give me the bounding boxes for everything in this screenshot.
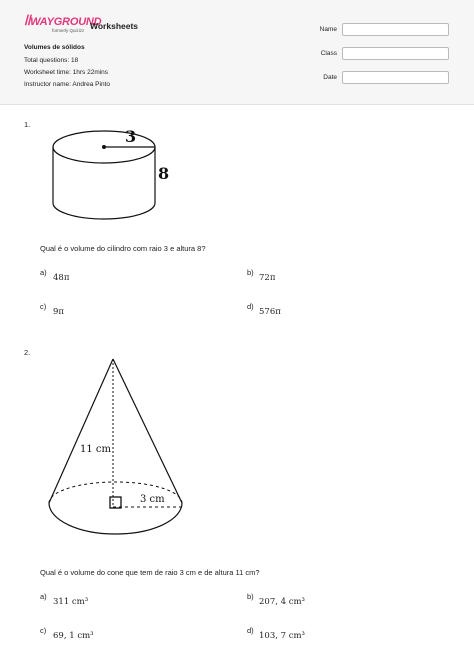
q2-option-a-value[interactable]: 311 cm³ (53, 597, 89, 607)
cone-slant-label: 11 cm (80, 444, 111, 455)
question-2-text: Qual é o volume do cone que tem de raio 3 cm e de altura 11 cm? (40, 568, 260, 577)
worksheet-title: Volumes de sólidos (24, 44, 85, 51)
q2-option-c-value[interactable]: 69, 1 cm³ (53, 631, 94, 641)
q1-option-d-value[interactable]: 576π (259, 307, 281, 317)
cylinder-bottom-arc (53, 203, 155, 219)
cylinder-radius-label: 3 (125, 127, 137, 146)
name-field[interactable] (342, 23, 449, 36)
cylinder-figure (46, 120, 176, 224)
q2-option-b-letter[interactable]: b) (247, 592, 254, 601)
instructor-name: Instructor name: Andrea Pinto (24, 81, 110, 88)
q2-option-d-value[interactable]: 103, 7 cm³ (259, 631, 305, 641)
q1-option-a-value[interactable]: 48π (53, 273, 70, 283)
worksheet-header (0, 0, 474, 105)
q2-option-c-letter[interactable]: c) (40, 626, 47, 635)
date-field[interactable] (342, 71, 449, 84)
cone-right-angle-mark (110, 497, 121, 508)
cylinder-center-dot (102, 145, 106, 149)
q2-option-a-letter[interactable]: a) (40, 592, 47, 601)
q1-option-b-value[interactable]: 72π (259, 273, 276, 283)
q1-option-a-letter[interactable]: a) (40, 268, 47, 277)
q2-option-b-value[interactable]: 207, 4 cm³ (259, 597, 305, 607)
class-label: Class (320, 50, 337, 57)
cone-radius-label: 3 cm (140, 494, 165, 505)
class-field[interactable] (342, 47, 449, 60)
question-1-number: 1. (24, 120, 31, 129)
q1-option-d-letter[interactable]: d) (247, 302, 254, 311)
cone-left-side (49, 359, 113, 503)
question-2-number: 2. (24, 348, 31, 357)
total-questions: Total questions: 18 (24, 57, 79, 64)
brand-subtitle: formerly Quizizz (52, 28, 85, 33)
q1-option-b-letter[interactable]: b) (247, 268, 254, 277)
cone-figure (44, 354, 188, 544)
cylinder-height-label: 8 (158, 164, 170, 183)
worksheet-time: Worksheet time: 1hrs 22mins (24, 69, 109, 76)
q2-option-d-letter[interactable]: d) (247, 626, 254, 635)
question-1-text: Qual é o volume do cilindro com raio 3 e altura 8? (40, 244, 206, 253)
brand-wordmark: ꟾꟾWAYGROUND (24, 16, 102, 28)
name-label: Name (319, 26, 337, 33)
q1-option-c-value[interactable]: 9π (53, 307, 64, 317)
app-title: Worksheets (90, 21, 139, 31)
date-label: Date (323, 74, 337, 81)
q1-option-c-letter[interactable]: c) (40, 302, 47, 311)
cone-right-side (113, 359, 182, 503)
